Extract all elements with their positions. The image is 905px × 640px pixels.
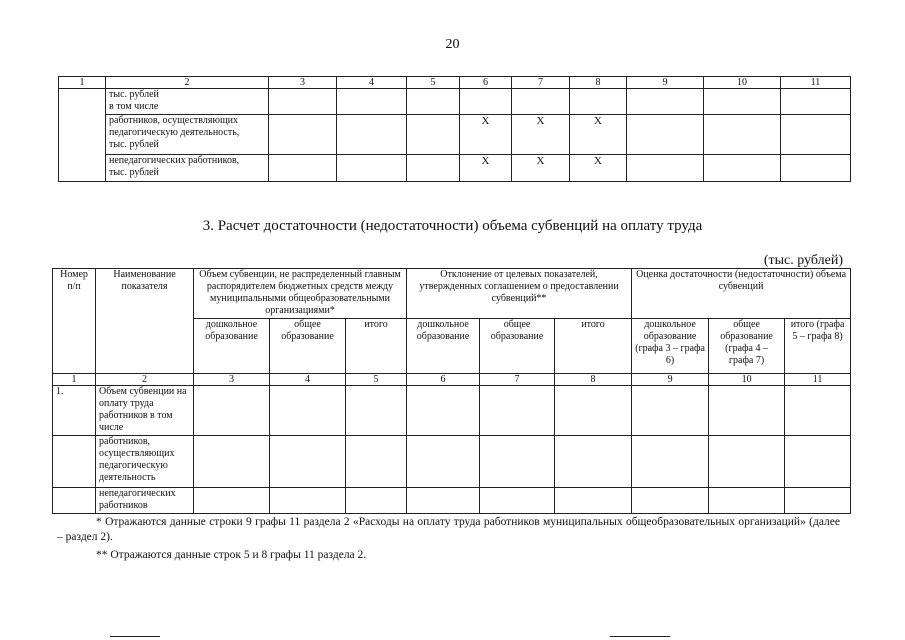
header-undistributed: Объем субвенции, не распределенный главным распорядителем бюджетных средств между муниципальными общеобразовательными организациями* <box>194 269 407 319</box>
table-cell <box>346 386 407 436</box>
scan-edge-mark <box>110 636 160 637</box>
table-cell <box>704 89 781 115</box>
column-number: 10 <box>704 77 781 89</box>
table-cell <box>407 436 480 488</box>
x-mark: Х <box>460 115 512 155</box>
row-number <box>53 488 96 514</box>
table-cell <box>632 386 709 436</box>
row-label-line: тыс. рублей <box>109 89 159 100</box>
table-cell <box>407 155 460 182</box>
column-number: 1 <box>59 77 106 89</box>
header-name: Наименование показателя <box>96 269 194 374</box>
table-cell <box>781 155 851 182</box>
table-cell <box>785 386 851 436</box>
row-label: Объем субвенции на оплату труда работников в том числе <box>96 386 194 436</box>
column-number: 5 <box>346 374 407 386</box>
column-number: 6 <box>407 374 480 386</box>
table-cell <box>270 436 346 488</box>
table-cell <box>555 436 632 488</box>
table-cell <box>194 386 270 436</box>
table-row <box>59 115 851 155</box>
sufficiency-table <box>52 268 851 514</box>
subheader-total: итого <box>555 319 632 374</box>
row-label-line: в том числе <box>109 101 159 112</box>
row-label-line: тыс. рублей <box>109 139 159 150</box>
row-label <box>106 115 269 155</box>
table-cell <box>407 89 460 115</box>
table-cell <box>407 386 480 436</box>
row-number: 1. <box>53 386 96 436</box>
row-label <box>106 89 269 115</box>
row-label-line: непедагогических работников, <box>109 155 240 166</box>
subheader-preschool: дошкольное образование <box>407 319 480 374</box>
table-cell <box>555 386 632 436</box>
footnote-1: * Отражаются данные строки 9 графы 11 раздела 2 «Расходы на оплату труда работников муниципальных общеобразовательных организаций» (далее – раздел 2). <box>57 516 840 543</box>
header-sufficiency: Оценка достаточности (недостаточности) объема субвенций <box>632 269 851 319</box>
column-number: 6 <box>460 77 512 89</box>
row-label-line: педагогическую деятельность, <box>109 127 240 138</box>
table-cell <box>346 436 407 488</box>
x-mark: Х <box>512 115 570 155</box>
table-cell <box>269 155 337 182</box>
column-number: 4 <box>270 374 346 386</box>
table-cell <box>704 155 781 182</box>
subheader-general: общее образование <box>480 319 555 374</box>
table-cell <box>785 436 851 488</box>
table-cell <box>269 89 337 115</box>
table-cell <box>555 488 632 514</box>
x-mark: Х <box>460 155 512 182</box>
row-label: работников, осуществляющих педагогическую деятельность <box>96 436 194 488</box>
column-number: 8 <box>570 77 627 89</box>
table-cell <box>407 488 480 514</box>
page-number: 20 <box>445 37 460 52</box>
row-label-line: тыс. рублей <box>109 167 159 178</box>
column-number: 3 <box>269 77 337 89</box>
table-cell <box>709 488 785 514</box>
table-cell <box>194 436 270 488</box>
column-number: 7 <box>480 374 555 386</box>
subheader-total: итого <box>346 319 407 374</box>
subheader-general: общее образование <box>270 319 346 374</box>
scan-edge-mark <box>610 636 670 637</box>
table-cell <box>480 436 555 488</box>
column-number: 7 <box>512 77 570 89</box>
footnote-2: ** Отражаются данные строк 5 и 8 графы 11 раздела 2. <box>96 549 367 561</box>
column-number: 9 <box>632 374 709 386</box>
column-number: 1 <box>53 374 96 386</box>
table-row <box>59 89 851 115</box>
column-number: 9 <box>627 77 704 89</box>
table-cell <box>781 89 851 115</box>
table-cell <box>337 89 407 115</box>
table-cell <box>407 115 460 155</box>
table-row <box>53 488 851 514</box>
row-number <box>53 436 96 488</box>
column-number: 11 <box>781 77 851 89</box>
row-label-line: работников, осуществляющих <box>109 115 238 126</box>
table-row <box>59 155 851 182</box>
subheader-total-formula: итого (графа 5 – графа 8) <box>785 319 851 374</box>
table-cell <box>480 386 555 436</box>
table-cell <box>480 488 555 514</box>
table-cell <box>270 488 346 514</box>
table-cell <box>194 488 270 514</box>
table-cell <box>704 115 781 155</box>
column-number: 2 <box>96 374 194 386</box>
table-row <box>53 386 851 436</box>
table-cell <box>460 89 512 115</box>
table-cell <box>627 89 704 115</box>
table-cell <box>512 89 570 115</box>
row-label: непедагогических работников <box>96 488 194 514</box>
table-cell <box>570 89 627 115</box>
column-number: 10 <box>709 374 785 386</box>
x-mark: Х <box>570 115 627 155</box>
x-mark: Х <box>570 155 627 182</box>
table-cell <box>632 488 709 514</box>
subheader-preschool: дошкольное образование <box>194 319 270 374</box>
column-number: 11 <box>785 374 851 386</box>
table-cell <box>269 115 337 155</box>
subheader-preschool-formula: дошкольное образование (графа 3 – графа 6) <box>632 319 709 374</box>
table-cell <box>337 155 407 182</box>
column-number: 3 <box>194 374 270 386</box>
table-cell <box>627 115 704 155</box>
header-number: Номер п/п <box>53 269 96 374</box>
subheader-general-formula: общее образование (графа 4 – графа 7) <box>709 319 785 374</box>
table-header-row <box>59 77 851 89</box>
column-number: 8 <box>555 374 632 386</box>
table-cell <box>346 488 407 514</box>
column-numbers-row <box>53 374 851 386</box>
units-label: (тыс. рублей) <box>763 253 843 268</box>
header-deviation: Отклонение от целевых показателей, утвержденных соглашением о предоставлении субвенций** <box>407 269 632 319</box>
table-cell <box>781 115 851 155</box>
table-cell <box>709 436 785 488</box>
table-cell <box>785 488 851 514</box>
table-row <box>53 436 851 488</box>
table-cell <box>709 386 785 436</box>
x-mark: Х <box>512 155 570 182</box>
continuation-table <box>58 76 851 182</box>
row-number-cell <box>59 89 106 182</box>
table-cell <box>632 436 709 488</box>
column-number: 5 <box>407 77 460 89</box>
row-label <box>106 155 269 182</box>
table-header-row <box>53 269 851 319</box>
table-cell <box>270 386 346 436</box>
column-number: 4 <box>337 77 407 89</box>
column-number: 2 <box>106 77 269 89</box>
table-cell <box>627 155 704 182</box>
table-cell <box>337 115 407 155</box>
section-title: 3. Расчет достаточности (недостаточности) объема субвенций на оплату труда <box>202 218 703 234</box>
